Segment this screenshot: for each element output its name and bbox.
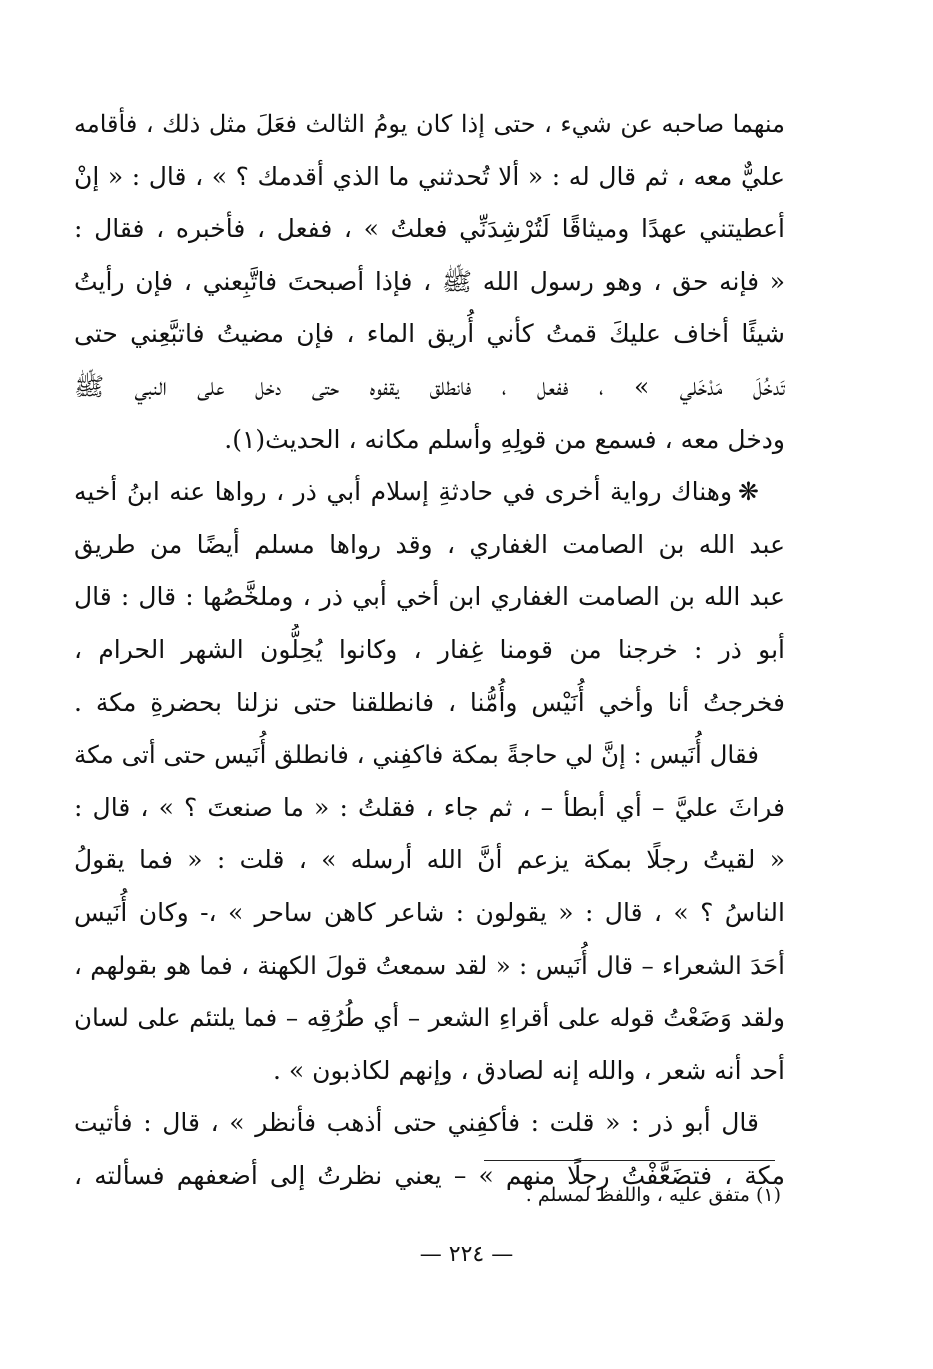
text-line: ولقد وَضَعْتُ قوله على أقراءِ الشعر – أي طُرُقِه – فما يلتئم على لسان — [74, 1003, 785, 1033]
footnote-divider — [484, 1160, 775, 1161]
paragraph-first-line — [74, 466, 785, 519]
section-star-icon: ❋ — [738, 477, 759, 507]
text-line: عبد الله بن الصامت الغفاري ، وقد رواها مسلم أيضًا من طريق — [74, 529, 785, 559]
text-line: أحد أنه شعر ، والله إنه لصادق ، وإنهم لكاذبون » . — [272, 1055, 785, 1085]
text-line: « فإنه حق ، وهو رسول الله ﷺ ، فإذا أصبحتَ فاتَّبِعني ، فإن رأيتُ — [74, 266, 785, 296]
text-line: فخرجتُ أنا وأخي أُنَيْس وأُمُّنا ، فانطلقنا حتى نزلنا بحضرةِ مكة . — [74, 687, 785, 717]
page-number: — ٢٢٤ — — [419, 1242, 514, 1267]
text-line: مكة ، فتضَعَّفْتُ رجلًا منهم » – يعني نظرتُ إلى أضعفهم فسألته ، — [74, 1160, 785, 1190]
text-line: أبو ذر : خرجنا من قومنا غِفار ، وكانوا يُحِلُّون الشهر الحرام ، — [74, 634, 785, 664]
text-line: شيئًا أخاف عليكَ قمتُ كأني أُريق الماء ، فإن مضيتُ فاتبَّعِني حتى — [74, 319, 785, 349]
text-line: منهما صاحبه عن شيء ، حتى إذا كان يومُ الثالث فعَلَ مثل ذلك ، فأقامه — [74, 110, 785, 138]
text-line: فراثَ عليَّ – أي أبطأ – ، ثم جاء ، فقلتُ : « ما صنعتَ ؟ » ، قال : — [74, 792, 785, 822]
text-span: وهناك رواية أخرى في حادثةِ إسلام أبي ذر ، رواها عنه ابنُ أخيه — [74, 477, 733, 507]
text-line: الناسُ ؟ » ، قال : « يقولون : شاعر كاهن ساحر » ،- وكان أُنَيس — [74, 897, 785, 927]
text-line: عليٌّ معه ، ثم قال له : « ألا تُحدثني ما الذي أقدمك ؟ » ، قال : « إنْ — [74, 161, 785, 191]
text-line: تَدخُلَ مَدْخَلي » ، ففعل ، فانطلق يقفوه حتى دخل على النبي ﷺ — [74, 371, 785, 401]
text-line: عبد الله بن الصامت الغفاري ابن أخي أبي ذر ، وملخَّصُها : قال : قال — [74, 582, 785, 612]
text-line: فقال أُنَيس : إنَّ لي حاجةً بمكة فاكفِني ، فانطلق أُنَيس حتى أتى مكة — [74, 740, 759, 770]
text-line: قال أبو ذر : « قلت : فأكفِني حتى أذهب فأنظر » ، قال : فأتيت — [74, 1108, 759, 1138]
text-line: أعطيتني عهدًا وميثاقًا لَتُرْشِدَنِّي فعلتُ » ، ففعل ، فأخبره ، فقال : — [74, 214, 785, 244]
text-line: « لقيتُ رجلًا بمكة يزعم أنَّ الله أرسله » ، قلت : « فما يقولُ — [74, 845, 785, 875]
footnote: (١) متفق عليه ، واللفظ لمسلم . — [525, 1184, 781, 1206]
text-line: أحَدَ الشعراء – قال أُنَيس : « لقد سمعتُ قولَ الكهنة ، فما هو بقولهم ، — [74, 950, 785, 980]
body-text — [74, 98, 785, 1202]
text-line: ودخل معه ، فسمع من قولِهِ وأسلم مكانه ، الحديث(١). — [224, 424, 785, 454]
